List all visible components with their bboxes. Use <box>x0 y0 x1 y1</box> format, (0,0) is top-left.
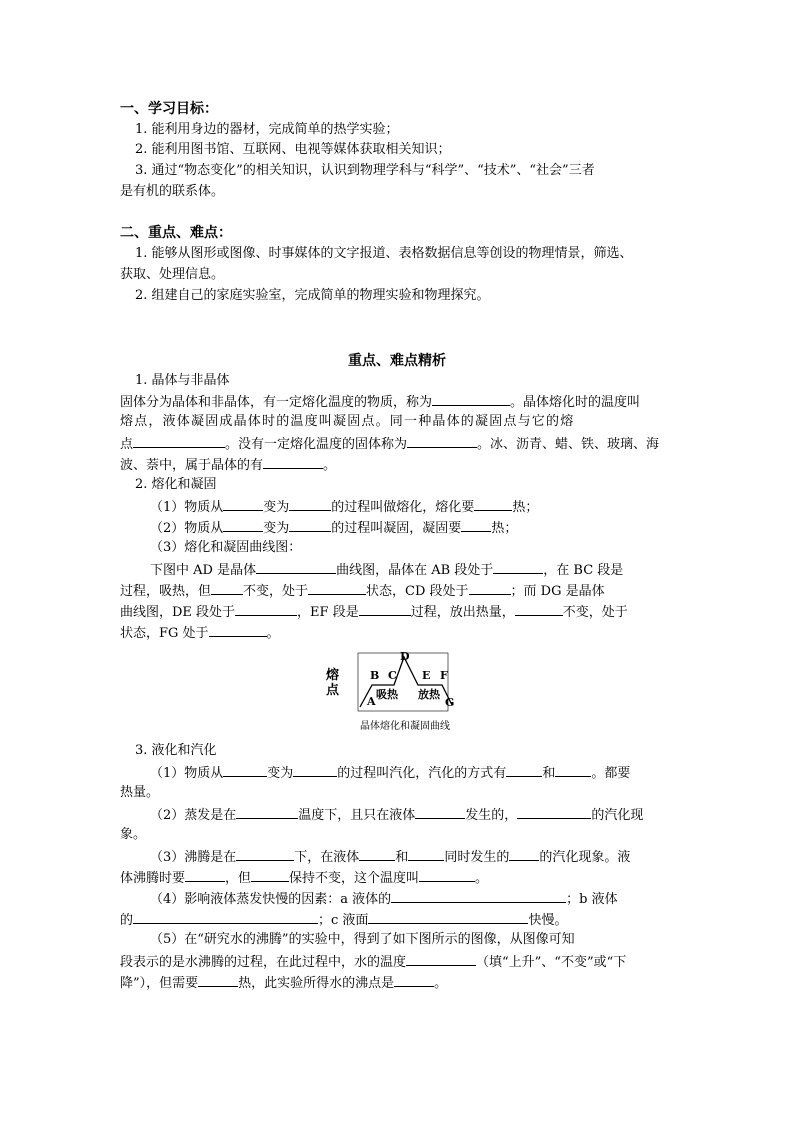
blank[interactable] <box>185 868 225 882</box>
goal-3-cont: 是有机的联系体。 <box>120 184 225 199</box>
blank[interactable] <box>289 518 331 532</box>
blank[interactable] <box>394 973 434 987</box>
p3-s3-cont: 体沸腾时要 ，但 保持不变，这个温度叫 。 <box>120 868 488 888</box>
blank[interactable] <box>223 497 263 511</box>
p3-s5-cont2: 降”），但需要 热，此实验所得水的沸点是 。 <box>120 973 447 993</box>
p1-line4: 波、萘中，属于晶体的有 。 <box>120 455 336 475</box>
blank[interactable] <box>419 868 475 882</box>
blank[interactable] <box>263 455 323 469</box>
goal-3: 3. 通过“物态变化”的相关知识，认识到物理学科与“科学”、“技术”、“社会”三者 <box>135 163 595 178</box>
analysis-title: 重点、难点精析 <box>348 353 446 369</box>
blank[interactable] <box>415 805 465 819</box>
label-b: B <box>370 669 380 682</box>
p2-s2: （2）物质从 变为 的过程叫凝固，凝固要 热； <box>150 518 517 538</box>
label-e: E <box>422 669 431 682</box>
blank[interactable] <box>517 805 591 819</box>
blank[interactable] <box>308 581 366 595</box>
blank[interactable] <box>515 602 563 616</box>
section2-heading: 二、重点、难点： <box>120 225 232 241</box>
blank[interactable] <box>133 910 318 924</box>
keypoint-1: 1. 能够从图形或图像、时事媒体的文字报道、表格数据信息等创设的物理情景，筛选、 <box>135 246 633 261</box>
label-a: A <box>367 695 376 708</box>
melting-curve-figure <box>320 645 480 745</box>
p3-title: 3. 液化和汽化 <box>135 743 217 758</box>
blank[interactable] <box>432 392 510 406</box>
goal-1: 1. 能利用身边的器材，完成简单的热学实验； <box>135 122 399 137</box>
blank[interactable] <box>474 497 512 511</box>
blank[interactable] <box>391 889 566 903</box>
p1-line3: 点 。没有一定熔化温度的固体称为 。冰、沥青、蜡、铁、玻璃、海 <box>120 434 659 454</box>
blank[interactable] <box>223 518 263 532</box>
blank[interactable] <box>493 560 543 574</box>
blank[interactable] <box>509 847 539 861</box>
release-label: 放热 <box>418 688 440 701</box>
blank[interactable] <box>469 581 511 595</box>
p1-title: 1. 晶体与非晶体 <box>135 373 230 388</box>
blank[interactable] <box>359 602 411 616</box>
blank[interactable] <box>555 763 591 777</box>
p2-c1: 下图中 AD 是晶体 曲线图，晶体在 AB 段处于 ，在 BC 段是 <box>150 560 623 580</box>
p3-s1-cont: 热量。 <box>120 785 160 800</box>
blank[interactable] <box>198 973 238 987</box>
p2-title: 2. 熔化和凝固 <box>135 477 217 492</box>
blank[interactable] <box>461 518 491 532</box>
blank[interactable] <box>236 847 294 861</box>
figure-caption: 晶体熔化和凝固曲线 <box>360 721 450 732</box>
blank[interactable] <box>251 868 289 882</box>
blank[interactable] <box>506 763 542 777</box>
p1-line2: 熔点，液体凝固成晶体时的温度叫凝固点。同一种晶体的凝固点与它的熔 <box>120 414 575 429</box>
blank[interactable] <box>133 434 225 448</box>
p3-s5-cont1: 段表示的是水沸腾的过程，在此过程中，水的温度 （填“上升”、“不变”或“下 <box>120 952 626 972</box>
y-axis-label: 熔点 <box>326 668 340 698</box>
blank[interactable] <box>293 763 337 777</box>
p2-s3: （3）熔化和凝固曲线图： <box>150 540 302 555</box>
p2-c4: 状态，FG 处于 。 <box>120 623 280 643</box>
goal-2: 2. 能利用图书馆、互联网、电视等媒体获取相关知识； <box>135 142 451 157</box>
label-f: F <box>440 669 448 682</box>
blank[interactable] <box>223 763 267 777</box>
p3-s4: （4）影响液体蒸发快慢的因素：a 液体的 ；b 液体 <box>150 889 618 909</box>
p3-s2-cont: 象。 <box>120 827 147 842</box>
p3-s4-cont: 的 ；c 液面 快慢。 <box>120 910 567 930</box>
p2-c3: 曲线图，DE 段处于 ，EF 段是 过程，放出热量， 不变，处于 <box>120 602 628 622</box>
keypoint-1-cont: 获取、处理信息。 <box>120 267 225 282</box>
label-d: D <box>400 650 410 663</box>
p2-c2: 过程，吸热，但 不变，处于 状态，CD 段处于 ；而 DG 是晶体 <box>120 581 605 601</box>
label-c: C <box>388 669 397 682</box>
absorb-label: 吸热 <box>376 688 398 701</box>
blank[interactable] <box>209 623 267 637</box>
blank[interactable] <box>235 602 297 616</box>
blank[interactable] <box>359 847 395 861</box>
blank[interactable] <box>368 910 528 924</box>
label-g: G <box>445 696 455 709</box>
p2-s1: （1）物质从 变为 的过程叫做熔化，熔化要 热； <box>150 497 538 517</box>
blank[interactable] <box>406 952 476 966</box>
blank[interactable] <box>407 434 477 448</box>
p1-line1: 固体分为晶体和非晶体，有一定熔化温度的物质，称为 。晶体熔化时的温度叫 <box>120 392 640 412</box>
p3-s2: （2）蒸发是在 温度下，且只在液体 发生的， 的汽化现 <box>150 805 643 825</box>
p3-s3: （3）沸腾是在 下，在液体 和 同时发生的 的汽化现象。液 <box>150 847 630 867</box>
keypoint-2: 2. 组建自己的家庭实验室，完成简单的物理实验和物理探究。 <box>135 288 490 303</box>
blank[interactable] <box>236 805 298 819</box>
section1-heading: 一、学习目标： <box>120 101 218 117</box>
p3-s1: （1）物质从 变为 的过程叫汽化，汽化的方式有 和 。都要 <box>150 763 630 783</box>
blank[interactable] <box>211 581 243 595</box>
p3-s5: （5）在“研究水的沸腾”的实验中，得到了如下图所示的图像，从图像可知 <box>150 932 575 947</box>
blank[interactable] <box>289 497 331 511</box>
blank[interactable] <box>408 847 444 861</box>
blank[interactable] <box>256 560 336 574</box>
